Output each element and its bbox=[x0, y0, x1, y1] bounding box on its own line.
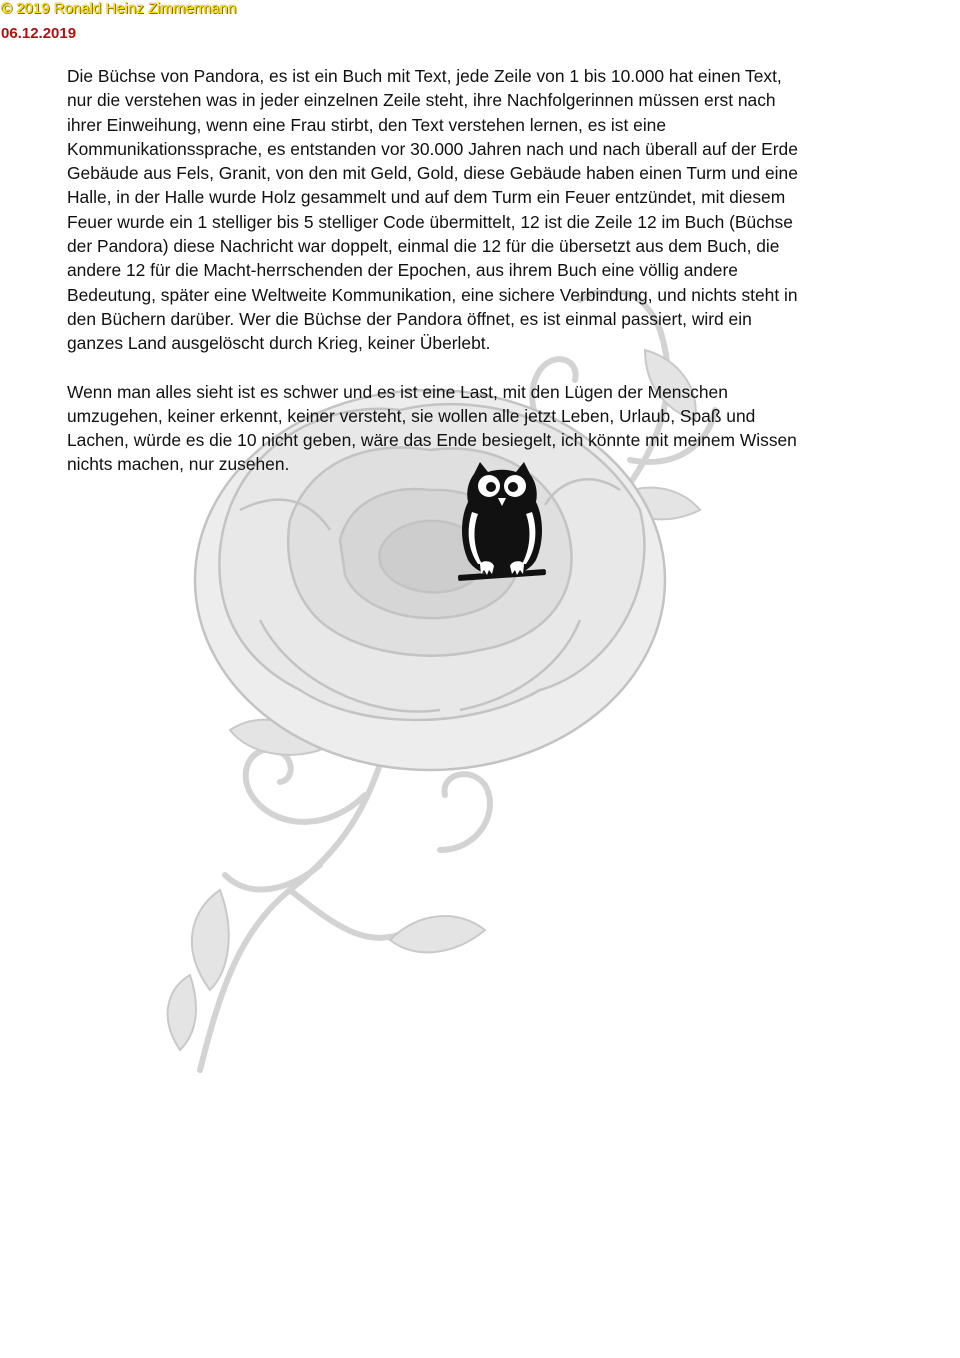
paragraph-1: Die Büchse von Pandora, es ist ein Buch mit Text, jede Zeile von 1 bis 10.000 hat einen Text, nur die verstehen was in jeder einzelnen Zeile steht, ihre Nachfolgerinnen müssen erst nach ihrer Einweihung, wenn eine Frau stirbt, den Text verstehen lernen, es ist eine Kommunikationssprache, es entstanden vor 30.000 Jahren nach und nach überall auf der Erde Gebäude aus Fels, Granit, von den mit Geld, Gold, diese Gebäude haben einen Turm und eine Halle, in der Halle wurde Holz gesammelt und auf dem Turm ein Feuer entzündet, mit diesem Feuer wurde ein 1 stelliger bis 5 stelliger Code übermittelt, 12 ist die Zeile 12 im Buch (Büchse der Pandora) diese Nachricht war doppelt, einmal die 12 für die übersetzt aus dem Buch, die andere 12 für die Macht-herrschenden der Epochen, aus ihrem Buch eine völlig andere Bedeutung, später eine Weltweite Kommunikation, eine sichere Verbindung, und nichts steht in den Büchern darüber. Wer die Büchse der Pandora öffnet, es ist einmal passiert, wird ein ganzes Land ausgelöscht durch Krieg, keiner Überlebt. bbox=[67, 66, 798, 354]
paragraph-2: Wenn man alles sieht ist es schwer und es ist eine Last, mit den Lügen der Menschen umzugehen, keiner erkennt, keiner versteht, sie wollen alle jetzt Leben, Urlaub, Spaß und Lachen, würde es die 10 nicht geben, wäre das Ende besiegelt, ich könnte mit meinem Wissen nichts machen, nur zusehen. bbox=[67, 381, 797, 475]
owl-icon bbox=[456, 460, 548, 588]
body-text bbox=[67, 64, 897, 501]
copyright-notice: © 2019 Ronald Heinz Zimmermann bbox=[1, 0, 237, 17]
document-date: 06.12.2019 bbox=[1, 25, 77, 42]
